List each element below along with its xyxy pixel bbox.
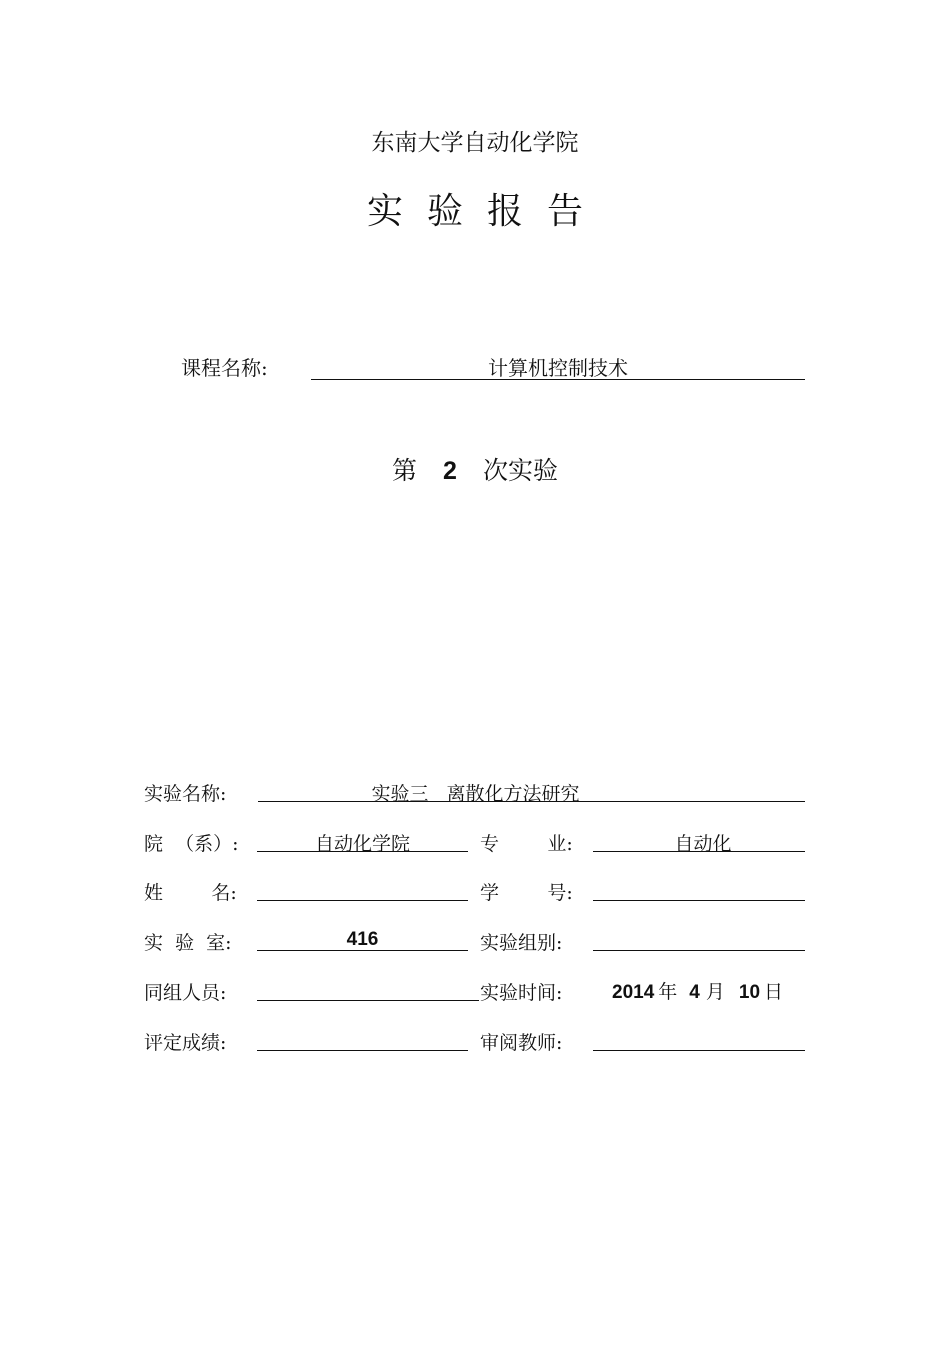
experiment-date bbox=[612, 977, 783, 1004]
course-label: 课程名称: bbox=[181, 356, 268, 380]
group-underline bbox=[593, 950, 805, 951]
major-value: 自动化 bbox=[674, 833, 732, 855]
student-name-underline bbox=[257, 900, 468, 901]
student-id-underline bbox=[593, 900, 805, 901]
grade-underline bbox=[257, 1050, 468, 1051]
date-year-unit: 年 bbox=[658, 981, 678, 1003]
date-day-unit: 日 bbox=[764, 981, 784, 1003]
date-month-unit: 月 bbox=[705, 981, 725, 1003]
date-year: 2014 bbox=[612, 982, 655, 1003]
time-label: 实验时间: bbox=[480, 982, 563, 1004]
members-underline bbox=[257, 1000, 479, 1001]
lab-label: 实 验 室: bbox=[144, 932, 232, 954]
exp-name-label: 实验名称: bbox=[144, 783, 227, 805]
date-day: 10 bbox=[738, 982, 761, 1003]
members-label: 同组人员: bbox=[144, 982, 227, 1004]
major-label: 专 业: bbox=[480, 833, 573, 855]
group-label: 实验组别: bbox=[480, 932, 563, 954]
experiment-number bbox=[0, 451, 950, 487]
student-name-label: 姓 名: bbox=[144, 882, 237, 904]
date-month: 4 bbox=[689, 982, 700, 1003]
course-value: 计算机控制技术 bbox=[488, 356, 628, 380]
exp-name-value: 实验三 离散化方法研究 bbox=[371, 783, 580, 805]
university-name: 东南大学自动化学院 bbox=[371, 130, 579, 156]
reviewer-underline bbox=[593, 1050, 805, 1051]
experiment-number-suffix: 次实验 bbox=[482, 456, 558, 485]
report-title: 实验报告 bbox=[366, 191, 607, 232]
grade-label: 评定成绩: bbox=[144, 1032, 227, 1054]
reviewer-label: 审阅教师: bbox=[480, 1032, 563, 1054]
student-id-label: 学 号: bbox=[480, 882, 573, 904]
dept-value: 自动化学院 bbox=[314, 833, 410, 855]
experiment-number-prefix: 第 bbox=[392, 456, 418, 485]
dept-label: 院 （系）: bbox=[144, 833, 239, 855]
experiment-number-value: 2 bbox=[443, 457, 457, 485]
lab-value: 416 bbox=[346, 929, 379, 950]
